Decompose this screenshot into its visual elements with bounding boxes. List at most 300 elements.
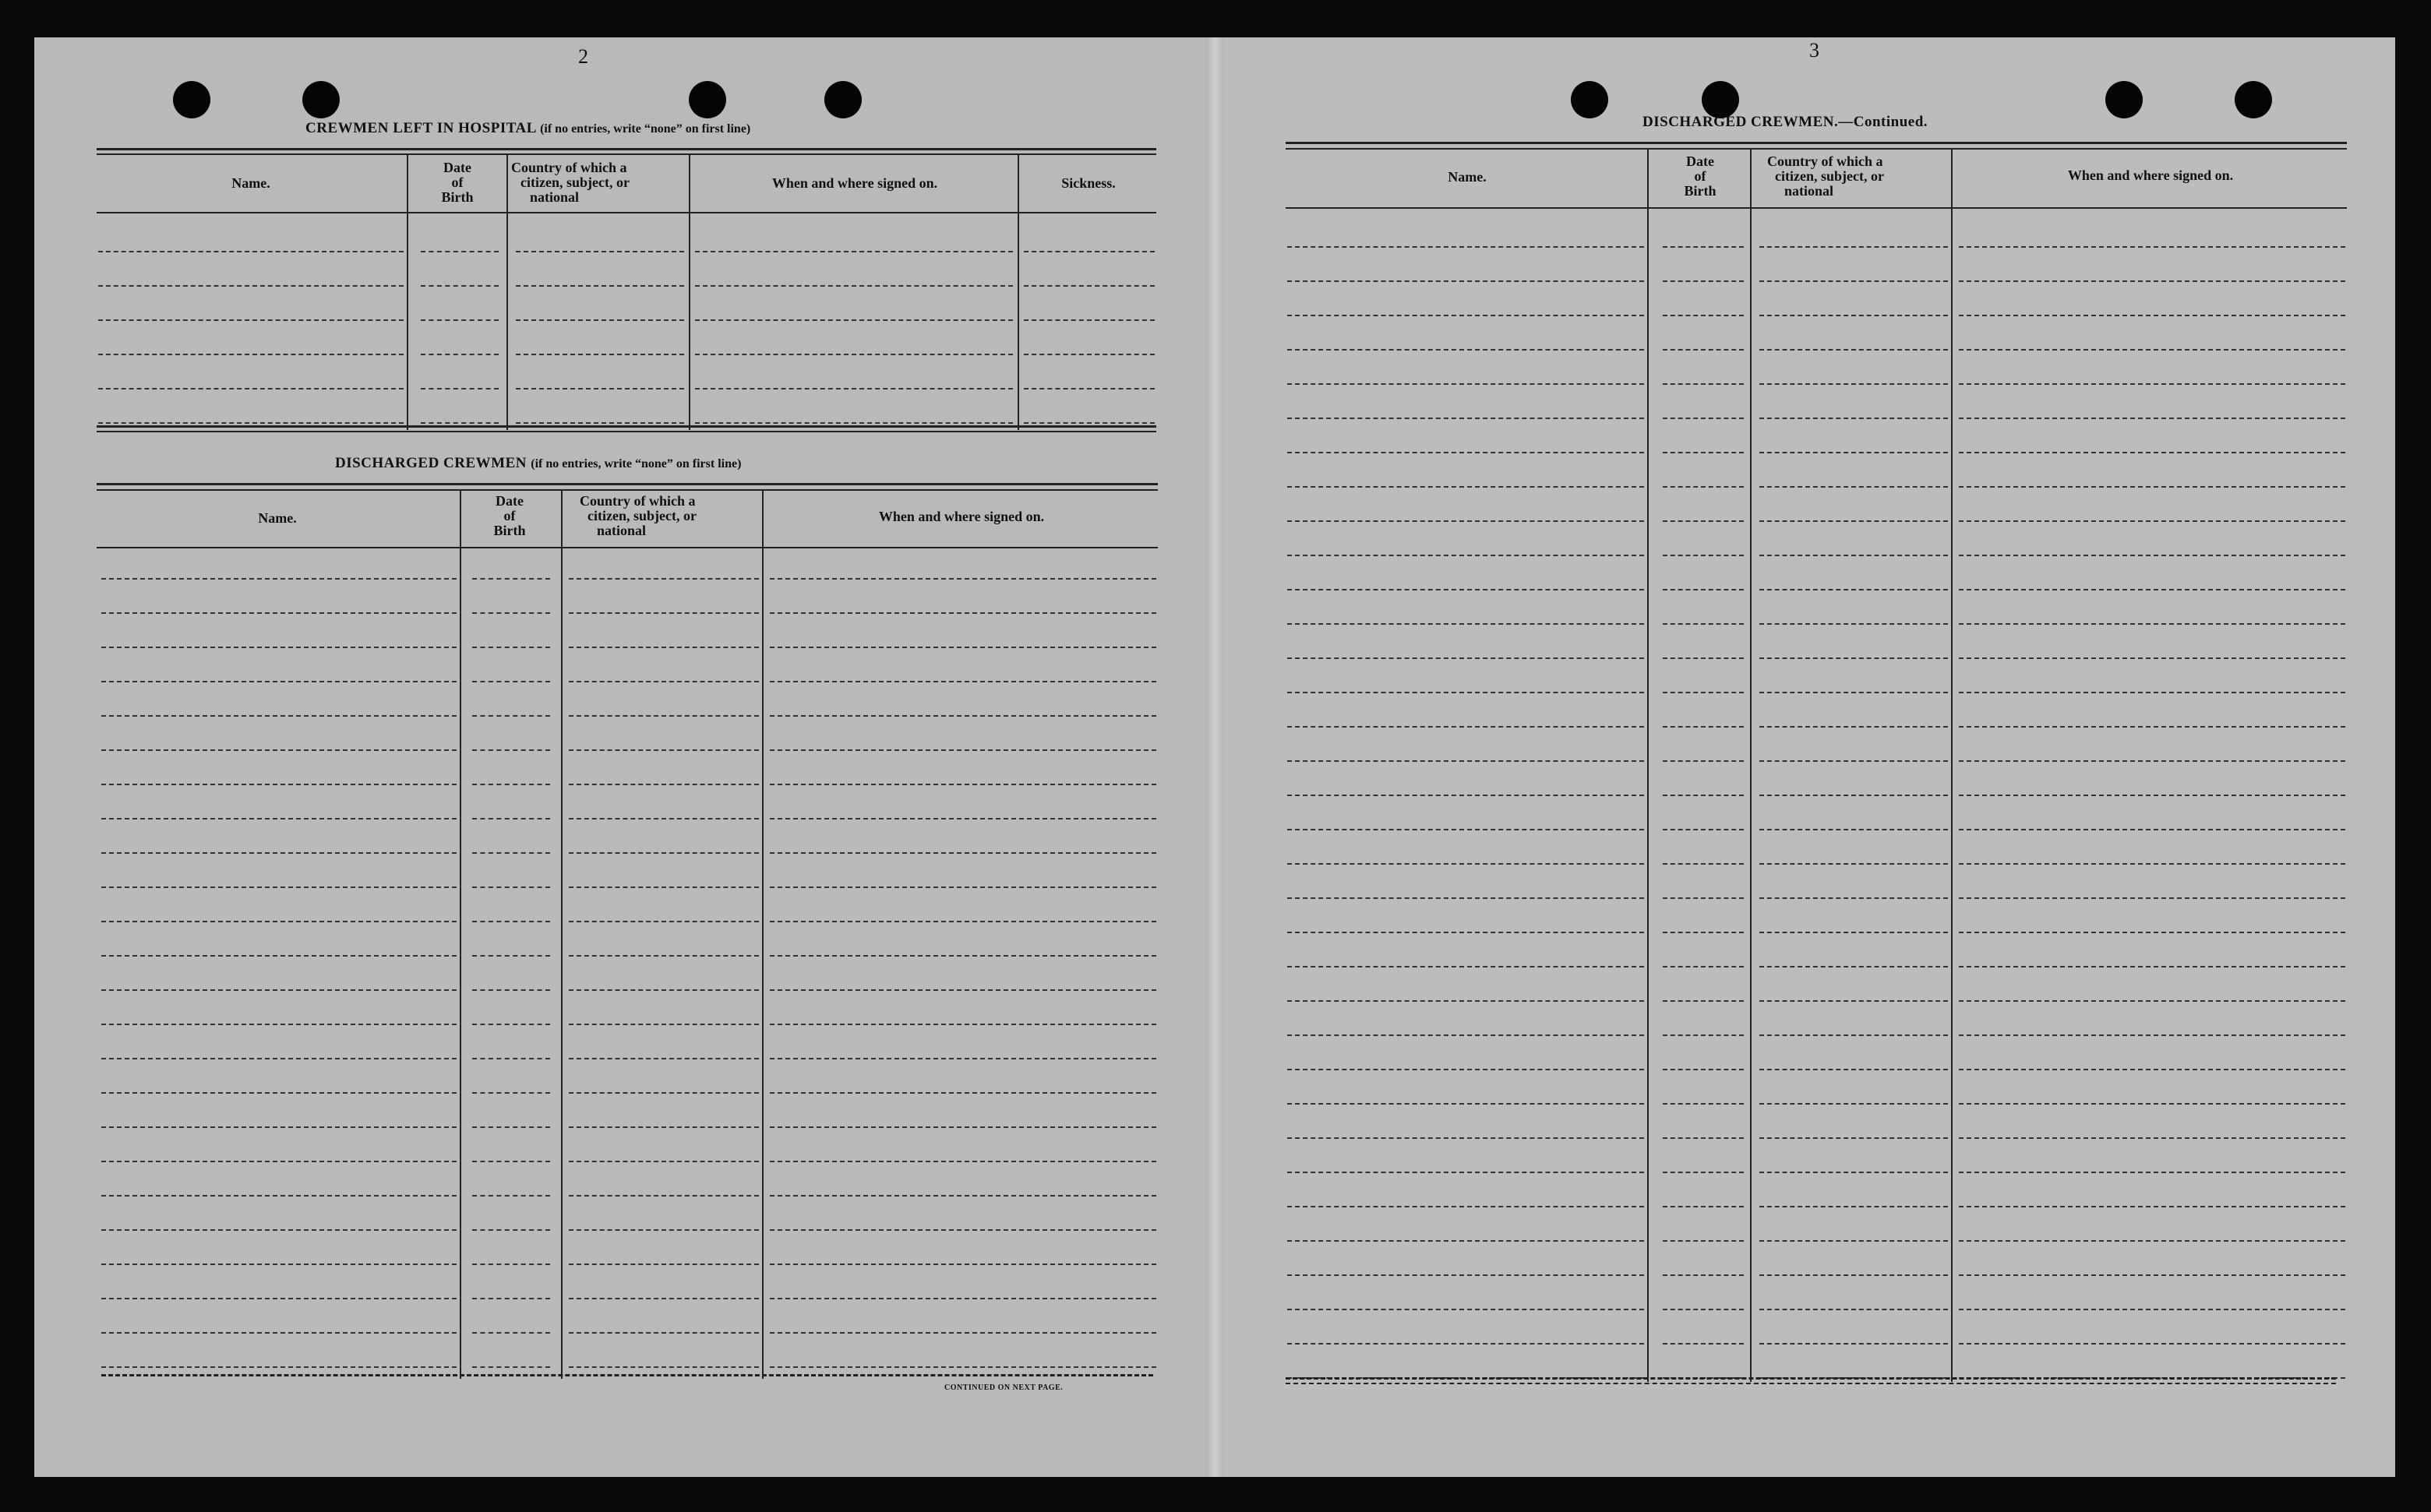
row-line[interactable] (770, 818, 1156, 819)
row-line[interactable] (770, 1332, 1156, 1334)
row-line[interactable] (1759, 795, 1948, 796)
row-line[interactable] (1663, 1309, 1744, 1310)
row-line[interactable] (1959, 1343, 2345, 1345)
row-line[interactable] (1287, 657, 1644, 659)
row-line[interactable] (472, 1195, 550, 1197)
page-number: 3 (1809, 39, 1819, 62)
row-line[interactable] (1287, 1309, 1644, 1310)
row-line[interactable] (1287, 589, 1644, 590)
row-line[interactable] (472, 749, 550, 751)
row-line[interactable] (101, 1366, 457, 1368)
column-divider (460, 489, 461, 1379)
punch-hole (1702, 81, 1739, 118)
row-line[interactable] (101, 1298, 457, 1299)
hospital-col-sickness (1021, 176, 1156, 191)
row-line[interactable] (101, 612, 457, 614)
row-line[interactable] (1024, 422, 1155, 424)
row-line[interactable] (98, 388, 404, 389)
row-line[interactable] (1759, 726, 1948, 728)
punch-hole (2105, 81, 2143, 118)
row-line[interactable] (1663, 418, 1744, 419)
row-line[interactable] (1024, 285, 1155, 287)
row-line[interactable] (472, 578, 550, 580)
col-label: national (597, 523, 647, 538)
row-line[interactable] (1959, 657, 2345, 659)
discharged-col-signed (765, 509, 1158, 524)
continued-bottom-rule (1286, 1377, 2336, 1380)
row-line[interactable] (101, 578, 457, 580)
right-page (1212, 37, 2395, 1477)
row-line[interactable] (1663, 657, 1744, 659)
row-line[interactable] (569, 818, 759, 819)
row-line[interactable] (1759, 1240, 1948, 1242)
row-line[interactable] (1287, 383, 1644, 385)
row-line[interactable] (98, 354, 404, 355)
hospital-bottom-rule-2 (97, 431, 1156, 432)
row-line[interactable] (569, 1126, 759, 1128)
row-line[interactable] (1287, 486, 1644, 488)
row-line[interactable] (1759, 966, 1948, 967)
row-line[interactable] (1287, 966, 1644, 967)
row-line[interactable] (1024, 251, 1155, 252)
row-line[interactable] (1959, 555, 2345, 556)
column-divider (762, 489, 764, 1379)
row-line[interactable] (472, 818, 550, 819)
row-line[interactable] (569, 1161, 759, 1162)
row-line[interactable] (101, 921, 457, 922)
row-line[interactable] (101, 749, 457, 751)
row-line[interactable] (569, 886, 759, 888)
row-line[interactable] (770, 715, 1156, 717)
row-line[interactable] (472, 1366, 550, 1368)
row-line[interactable] (770, 1229, 1156, 1231)
row-line[interactable] (98, 422, 404, 424)
row-line[interactable] (101, 818, 457, 819)
row-line[interactable] (1759, 349, 1948, 351)
col-label: national (1784, 183, 1834, 199)
row-line[interactable] (1759, 1343, 1948, 1345)
row-line[interactable] (1959, 623, 2345, 625)
row-line[interactable] (569, 852, 759, 854)
row-line[interactable] (472, 784, 550, 785)
row-line[interactable] (1287, 280, 1644, 282)
row-line[interactable] (1663, 1034, 1744, 1036)
row-line[interactable] (472, 921, 550, 922)
row-line[interactable] (1663, 623, 1744, 625)
row-line[interactable] (101, 852, 457, 854)
row-line[interactable] (770, 784, 1156, 785)
row-line[interactable] (1663, 555, 1744, 556)
row-line[interactable] (1024, 354, 1155, 355)
row-line[interactable] (421, 319, 499, 321)
hospital-top-rule-2 (97, 153, 1156, 155)
row-line[interactable] (101, 989, 457, 991)
row-line[interactable] (1959, 1000, 2345, 1002)
row-line[interactable] (472, 955, 550, 957)
row-line[interactable] (1663, 966, 1744, 967)
row-line[interactable] (1287, 760, 1644, 762)
row-line[interactable] (770, 1195, 1156, 1197)
row-line[interactable] (1959, 315, 2345, 316)
row-line[interactable] (1959, 1034, 2345, 1036)
row-line[interactable] (1663, 589, 1744, 590)
discharged-section-title (335, 455, 741, 472)
row-line[interactable] (1287, 1000, 1644, 1002)
row-line[interactable] (770, 955, 1156, 957)
row-line[interactable] (569, 955, 759, 957)
row-line[interactable] (98, 251, 404, 252)
row-line[interactable] (1663, 760, 1744, 762)
row-line[interactable] (1959, 1309, 2345, 1310)
row-line[interactable] (1759, 897, 1948, 899)
row-line[interactable] (1959, 932, 2345, 933)
row-line[interactable] (1663, 1069, 1744, 1070)
discharged-title-text: DISCHARGED CREWMEN (335, 455, 527, 471)
row-line[interactable] (695, 251, 1013, 252)
row-line[interactable] (1287, 795, 1644, 796)
row-line[interactable] (472, 886, 550, 888)
row-line[interactable] (1759, 1000, 1948, 1002)
continued-top-rule-2 (1286, 148, 2347, 150)
row-line[interactable] (695, 319, 1013, 321)
row-line[interactable] (101, 1332, 457, 1334)
row-line[interactable] (1759, 383, 1948, 385)
row-line[interactable] (472, 1332, 550, 1334)
row-line[interactable] (569, 1195, 759, 1197)
row-line[interactable] (1759, 932, 1948, 933)
row-line[interactable] (1663, 1274, 1744, 1276)
row-line[interactable] (1663, 692, 1744, 693)
row-line[interactable] (569, 1092, 759, 1094)
row-line[interactable] (1663, 863, 1744, 865)
row-line[interactable] (1759, 280, 1948, 282)
hospital-top-rule (97, 148, 1156, 150)
row-line[interactable] (101, 1161, 457, 1162)
row-line[interactable] (1759, 520, 1948, 522)
row-line[interactable] (569, 612, 759, 614)
row-line[interactable] (101, 1264, 457, 1265)
row-line[interactable] (1759, 589, 1948, 590)
row-line[interactable] (1663, 452, 1744, 453)
row-line[interactable] (472, 1264, 550, 1265)
row-line[interactable] (569, 1264, 759, 1265)
row-line[interactable] (1663, 246, 1744, 248)
column-divider (561, 489, 563, 1379)
row-line[interactable] (472, 852, 550, 854)
row-line[interactable] (1959, 589, 2345, 590)
row-line[interactable] (421, 422, 499, 424)
row-line[interactable] (770, 1264, 1156, 1265)
row-line[interactable] (770, 578, 1156, 580)
row-line[interactable] (1959, 418, 2345, 419)
row-line[interactable] (1287, 1103, 1644, 1105)
row-line[interactable] (695, 422, 1013, 424)
row-line[interactable] (421, 388, 499, 389)
row-line[interactable] (1663, 1343, 1744, 1345)
row-line[interactable] (472, 1024, 550, 1025)
row-line[interactable] (770, 989, 1156, 991)
row-line[interactable] (1959, 760, 2345, 762)
row-line[interactable] (1959, 829, 2345, 830)
row-line[interactable] (1663, 897, 1744, 899)
col-label: Name. (258, 510, 297, 526)
col-label: Birth (493, 523, 526, 538)
row-line[interactable] (1287, 1206, 1644, 1207)
hospital-col-country (511, 160, 689, 205)
row-line[interactable] (516, 354, 684, 355)
row-line[interactable] (101, 1024, 457, 1025)
row-line[interactable] (1024, 388, 1155, 389)
row-line[interactable] (98, 319, 404, 321)
row-line[interactable] (472, 612, 550, 614)
col-label: of (1694, 168, 1706, 184)
row-line[interactable] (1287, 246, 1644, 248)
row-line[interactable] (421, 285, 499, 287)
row-line[interactable] (1287, 863, 1644, 865)
row-line[interactable] (1959, 966, 2345, 967)
row-line[interactable] (1287, 1172, 1644, 1173)
row-line[interactable] (695, 285, 1013, 287)
row-line[interactable] (1663, 383, 1744, 385)
row-line[interactable] (1759, 657, 1948, 659)
row-line[interactable] (1663, 726, 1744, 728)
row-line[interactable] (770, 1024, 1156, 1025)
col-label: Country of which a (580, 493, 696, 509)
row-line[interactable] (569, 749, 759, 751)
row-line[interactable] (516, 285, 684, 287)
row-line[interactable] (1759, 760, 1948, 762)
row-line[interactable] (516, 319, 684, 321)
row-line[interactable] (1759, 1069, 1948, 1070)
row-line[interactable] (569, 1366, 759, 1368)
left-page (34, 37, 1212, 1477)
row-line[interactable] (695, 354, 1013, 355)
row-line[interactable] (472, 1058, 550, 1059)
row-line[interactable] (1759, 1309, 1948, 1310)
row-line[interactable] (472, 1229, 550, 1231)
row-line[interactable] (1759, 555, 1948, 556)
row-line[interactable] (569, 989, 759, 991)
row-line[interactable] (770, 749, 1156, 751)
row-line[interactable] (569, 681, 759, 682)
row-line[interactable] (1663, 315, 1744, 316)
row-line[interactable] (1287, 726, 1644, 728)
row-line[interactable] (1287, 520, 1644, 522)
row-line[interactable] (1759, 1034, 1948, 1036)
row-line[interactable] (101, 681, 457, 682)
row-line[interactable] (770, 1298, 1156, 1299)
row-line[interactable] (1759, 452, 1948, 453)
row-line[interactable] (1287, 932, 1644, 933)
row-line[interactable] (569, 1058, 759, 1059)
row-line[interactable] (516, 422, 684, 424)
col-label: Country of which a (511, 160, 627, 175)
row-line[interactable] (1759, 1274, 1948, 1276)
row-line[interactable] (101, 886, 457, 888)
row-line[interactable] (1759, 418, 1948, 419)
row-line[interactable] (1287, 692, 1644, 693)
discharged-col-name (97, 511, 458, 526)
row-line[interactable] (569, 1298, 759, 1299)
row-line[interactable] (101, 647, 457, 648)
row-line[interactable] (1287, 315, 1644, 316)
row-line[interactable] (1959, 520, 2345, 522)
row-line[interactable] (1287, 897, 1644, 899)
row-line[interactable] (1959, 1137, 2345, 1139)
row-line[interactable] (770, 681, 1156, 682)
row-line[interactable] (569, 1332, 759, 1334)
row-line[interactable] (1959, 349, 2345, 351)
row-line[interactable] (472, 1161, 550, 1162)
row-line[interactable] (1759, 829, 1948, 830)
row-line[interactable] (1287, 452, 1644, 453)
row-line[interactable] (1287, 829, 1644, 830)
row-line[interactable] (101, 1195, 457, 1197)
row-line[interactable] (472, 715, 550, 717)
discharged-header-rule (97, 547, 1158, 548)
row-line[interactable] (1959, 863, 2345, 865)
row-line[interactable] (1663, 1000, 1744, 1002)
row-line[interactable] (1959, 246, 2345, 248)
row-line[interactable] (1959, 452, 2345, 453)
row-line[interactable] (569, 921, 759, 922)
row-line[interactable] (1759, 246, 1948, 248)
col-label: Sickness. (1061, 175, 1116, 191)
row-line[interactable] (1959, 1069, 2345, 1070)
row-line[interactable] (1663, 1206, 1744, 1207)
row-line[interactable] (1287, 1034, 1644, 1036)
col-label: When and where signed on. (771, 175, 938, 191)
col-label: Date (1686, 153, 1714, 169)
row-line[interactable] (1287, 1069, 1644, 1070)
row-line[interactable] (101, 784, 457, 785)
punch-hole (689, 81, 726, 118)
row-line[interactable] (770, 1161, 1156, 1162)
row-line[interactable] (101, 1126, 457, 1128)
row-line[interactable] (770, 612, 1156, 614)
row-line[interactable] (1959, 280, 2345, 282)
row-line[interactable] (1759, 1172, 1948, 1173)
row-line[interactable] (770, 1126, 1156, 1128)
row-line[interactable] (1959, 692, 2345, 693)
row-line[interactable] (1759, 1103, 1948, 1105)
row-line[interactable] (1959, 383, 2345, 385)
row-line[interactable] (98, 285, 404, 287)
row-line[interactable] (1663, 1240, 1744, 1242)
row-line[interactable] (472, 1298, 550, 1299)
row-line[interactable] (472, 681, 550, 682)
row-line[interactable] (770, 647, 1156, 648)
row-line[interactable] (1663, 520, 1744, 522)
row-line[interactable] (101, 1058, 457, 1059)
row-line[interactable] (695, 388, 1013, 389)
column-divider (506, 154, 508, 430)
row-line[interactable] (1759, 623, 1948, 625)
row-line[interactable] (421, 354, 499, 355)
row-line[interactable] (770, 1058, 1156, 1059)
row-line[interactable] (1959, 1240, 2345, 1242)
row-line[interactable] (770, 886, 1156, 888)
row-line[interactable] (1663, 1172, 1744, 1173)
row-line[interactable] (516, 251, 684, 252)
discharged-bottom-rule (101, 1374, 1153, 1376)
row-line[interactable] (1287, 1240, 1644, 1242)
row-line[interactable] (1959, 1206, 2345, 1207)
row-line[interactable] (1959, 726, 2345, 728)
row-line[interactable] (569, 715, 759, 717)
row-line[interactable] (1959, 486, 2345, 488)
row-line[interactable] (1287, 1274, 1644, 1276)
row-line[interactable] (1759, 863, 1948, 865)
row-line[interactable] (1663, 280, 1744, 282)
col-label: citizen, subject, or (587, 508, 697, 523)
row-line[interactable] (1759, 315, 1948, 316)
row-line[interactable] (1759, 1137, 1948, 1139)
row-line[interactable] (472, 1092, 550, 1094)
page-gutter (1206, 37, 1223, 1477)
row-line[interactable] (1759, 486, 1948, 488)
row-line[interactable] (770, 1092, 1156, 1094)
row-line[interactable] (1663, 795, 1744, 796)
row-line[interactable] (1959, 1172, 2345, 1173)
column-divider (689, 154, 690, 430)
row-line[interactable] (1663, 1103, 1744, 1105)
row-line[interactable] (472, 647, 550, 648)
column-divider (1750, 148, 1752, 1382)
row-line[interactable] (101, 1229, 457, 1231)
row-line[interactable] (1959, 897, 2345, 899)
row-line[interactable] (1287, 349, 1644, 351)
row-line[interactable] (516, 388, 684, 389)
row-line[interactable] (1959, 795, 2345, 796)
row-line[interactable] (569, 1024, 759, 1025)
row-line[interactable] (1663, 932, 1744, 933)
hospital-col-name (97, 176, 405, 191)
row-line[interactable] (1959, 1274, 2345, 1276)
continued-col-dob (1652, 154, 1748, 199)
row-line[interactable] (1287, 1137, 1644, 1139)
row-line[interactable] (1759, 692, 1948, 693)
row-line[interactable] (770, 921, 1156, 922)
row-line[interactable] (1663, 349, 1744, 351)
row-line[interactable] (472, 989, 550, 991)
row-line[interactable] (1024, 319, 1155, 321)
row-line[interactable] (1287, 555, 1644, 556)
row-line[interactable] (1759, 1206, 1948, 1207)
col-label: When and where signed on. (2067, 167, 2234, 183)
hospital-header-rule (97, 212, 1156, 213)
row-line[interactable] (569, 1229, 759, 1231)
row-line[interactable] (1663, 829, 1744, 830)
row-line[interactable] (101, 1092, 457, 1094)
row-line[interactable] (569, 784, 759, 785)
row-line[interactable] (421, 251, 499, 252)
row-line[interactable] (569, 647, 759, 648)
row-line[interactable] (101, 715, 457, 717)
row-line[interactable] (770, 852, 1156, 854)
row-line[interactable] (1663, 486, 1744, 488)
row-line[interactable] (472, 1126, 550, 1128)
row-line[interactable] (569, 578, 759, 580)
row-line[interactable] (1287, 418, 1644, 419)
row-line[interactable] (1287, 1343, 1644, 1345)
row-line[interactable] (101, 955, 457, 957)
col-label: Name. (1448, 169, 1487, 185)
row-line[interactable] (1663, 1137, 1744, 1139)
row-line[interactable] (1959, 1103, 2345, 1105)
row-line[interactable] (1287, 623, 1644, 625)
row-line[interactable] (770, 1366, 1156, 1368)
